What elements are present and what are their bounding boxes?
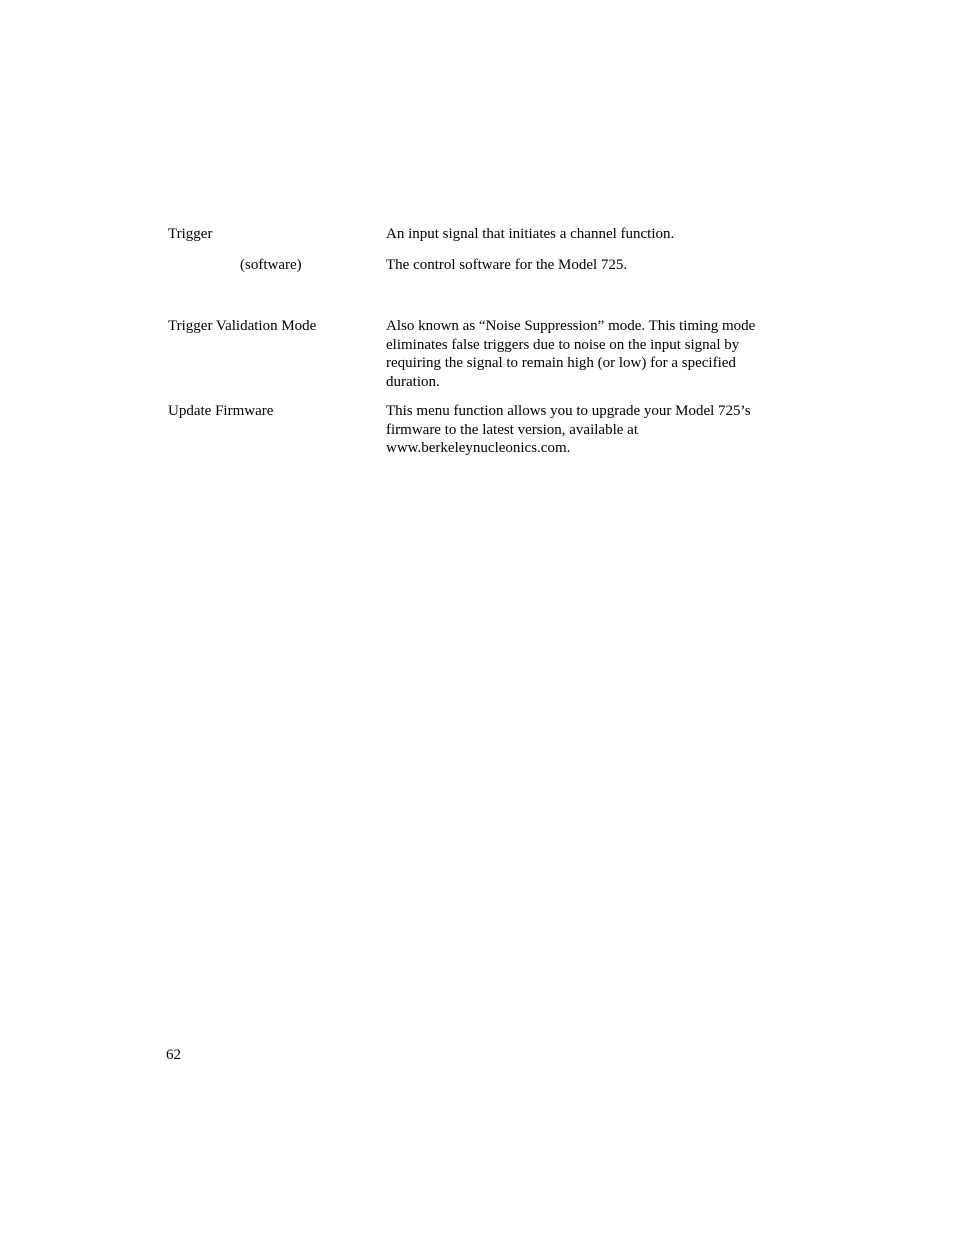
glossary-definition: An input signal that initiates a channel function.: [386, 226, 675, 242]
glossary-term: Trigger: [168, 226, 213, 242]
glossary-term: Update Firmware: [168, 403, 274, 419]
page-number: 62: [166, 1047, 181, 1063]
glossary-term: (software): [240, 257, 302, 273]
glossary-definition: Also known as “Noise Suppression” mode. This timing mode eliminates false triggers due to noise on the input signal by requiring the signal to remain high (or low) for a specified duration.: [386, 318, 756, 390]
glossary-term: Trigger Validation Mode: [168, 318, 317, 334]
glossary-definition: This menu function allows you to upgrade your Model 725’s firmware to the latest version, available at www.berkeleynucleonics.com.: [386, 403, 751, 456]
glossary-definition: The control software for the Model 725.: [386, 257, 628, 273]
